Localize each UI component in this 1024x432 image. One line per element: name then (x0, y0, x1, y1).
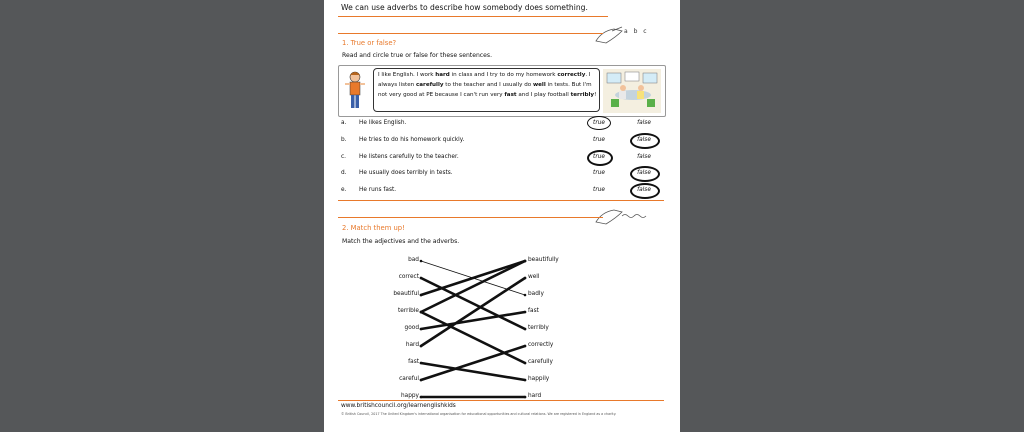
false-option[interactable]: false (637, 154, 651, 160)
story-adverb: correctly (557, 72, 586, 78)
match-dot (420, 362, 423, 365)
adjective-word[interactable]: terrible (398, 308, 419, 314)
adjective-word[interactable]: bad (408, 257, 419, 263)
item-letter: d. (341, 170, 347, 176)
adverb-word[interactable]: terribly (528, 325, 549, 331)
adverb-word[interactable]: correctly (528, 342, 554, 348)
false-option[interactable]: false (637, 170, 651, 176)
adverb-word[interactable]: beautifully (528, 257, 559, 263)
adverb-word[interactable]: badly (528, 291, 544, 297)
story-fragment: in tests. But I'm not very good at PE because I can't run very (378, 81, 592, 98)
match-dot (524, 345, 527, 348)
divider (338, 400, 664, 401)
true-option[interactable]: true (593, 120, 605, 126)
item-sentence: He likes English. (359, 120, 407, 126)
match-dot (420, 328, 423, 331)
match-dot (420, 277, 423, 280)
match-dot (524, 277, 527, 280)
story-fragment: and I play football (516, 91, 571, 98)
adjective-word[interactable]: beautiful (393, 291, 419, 297)
story-adverb: fast (504, 91, 517, 98)
abc-label: a b c (624, 28, 649, 35)
adverb-word[interactable]: carefully (528, 359, 553, 365)
adjective-word[interactable]: fast (408, 359, 419, 365)
match-dot (524, 311, 527, 314)
match-dot (524, 379, 527, 382)
story-fragment: ! (594, 91, 597, 98)
match-dot (420, 311, 423, 314)
true-option[interactable]: true (593, 170, 605, 176)
adjective-word[interactable]: careful (399, 376, 419, 382)
false-option[interactable]: false (637, 187, 651, 193)
match-dot (524, 362, 527, 365)
story-adverb: carefully (415, 81, 444, 88)
true-option[interactable]: true (593, 154, 605, 160)
worksheet-page (324, 0, 680, 432)
footer-url[interactable]: www.britishcouncil.org/learnenglishkids (341, 403, 456, 409)
adjective-word[interactable]: correct (398, 274, 419, 280)
adverb-word[interactable]: hard (528, 393, 542, 399)
match-line (421, 278, 525, 346)
intro-text: We can use adverbs to describe how somebody does something. (341, 3, 588, 12)
match-line (421, 346, 525, 380)
match-dot (420, 294, 423, 297)
match-lines (324, 0, 680, 432)
story-adverb: well (532, 81, 546, 88)
story-fragment: in class and I try to do my homework (449, 72, 558, 78)
item-letter: e. (341, 187, 347, 193)
section1-instruction: Read and circle true or false for these sentences. (342, 52, 493, 59)
adverb-word[interactable]: happily (528, 376, 550, 382)
item-sentence: He runs fast. (359, 187, 397, 193)
match-dot (420, 345, 423, 348)
true-option[interactable]: true (593, 137, 605, 143)
false-option[interactable]: false (637, 137, 651, 143)
item-sentence: He listens carefully to the teacher. (359, 154, 459, 160)
story-fragment: I like English. I work (378, 72, 436, 78)
item-letter: b. (341, 137, 347, 143)
adverb-word[interactable]: fast (528, 308, 539, 314)
match-dot (420, 379, 423, 382)
match-dot (524, 396, 527, 399)
section2-title: 2. Match them up! (342, 224, 405, 232)
adverb-word[interactable]: well (528, 274, 540, 280)
false-option[interactable]: false (637, 120, 651, 126)
adjective-word[interactable]: hard (405, 342, 419, 348)
match-dot (420, 260, 423, 263)
footer-copyright: © British Council, 2017 The United Kingdom's international organisation for educational opportunities and cultural relations. We are registered in England as a charity. (341, 412, 617, 416)
story-fragment: to the teacher and I usually do (443, 81, 533, 88)
section2-instruction: Match the adjectives and the adverbs. (342, 238, 460, 245)
story-adverb: hard (435, 72, 450, 78)
item-sentence: He usually does terribly in tests. (359, 170, 453, 176)
match-dot (524, 328, 527, 331)
match-line (421, 363, 525, 380)
story-adverb: terribly (570, 91, 595, 98)
item-letter: c. (341, 154, 347, 160)
item-letter: a. (341, 120, 347, 126)
adjective-word[interactable]: good (404, 325, 419, 331)
item-sentence: He tries to do his homework quickly. (359, 137, 465, 143)
section1-title: 1. True or false? (342, 39, 397, 47)
match-dot (420, 396, 423, 399)
match-dot (524, 294, 527, 297)
adjective-word[interactable]: happy (400, 393, 419, 399)
true-option[interactable]: true (593, 187, 605, 193)
story-fragment: . I always listen (378, 72, 591, 88)
match-dot (524, 260, 527, 263)
